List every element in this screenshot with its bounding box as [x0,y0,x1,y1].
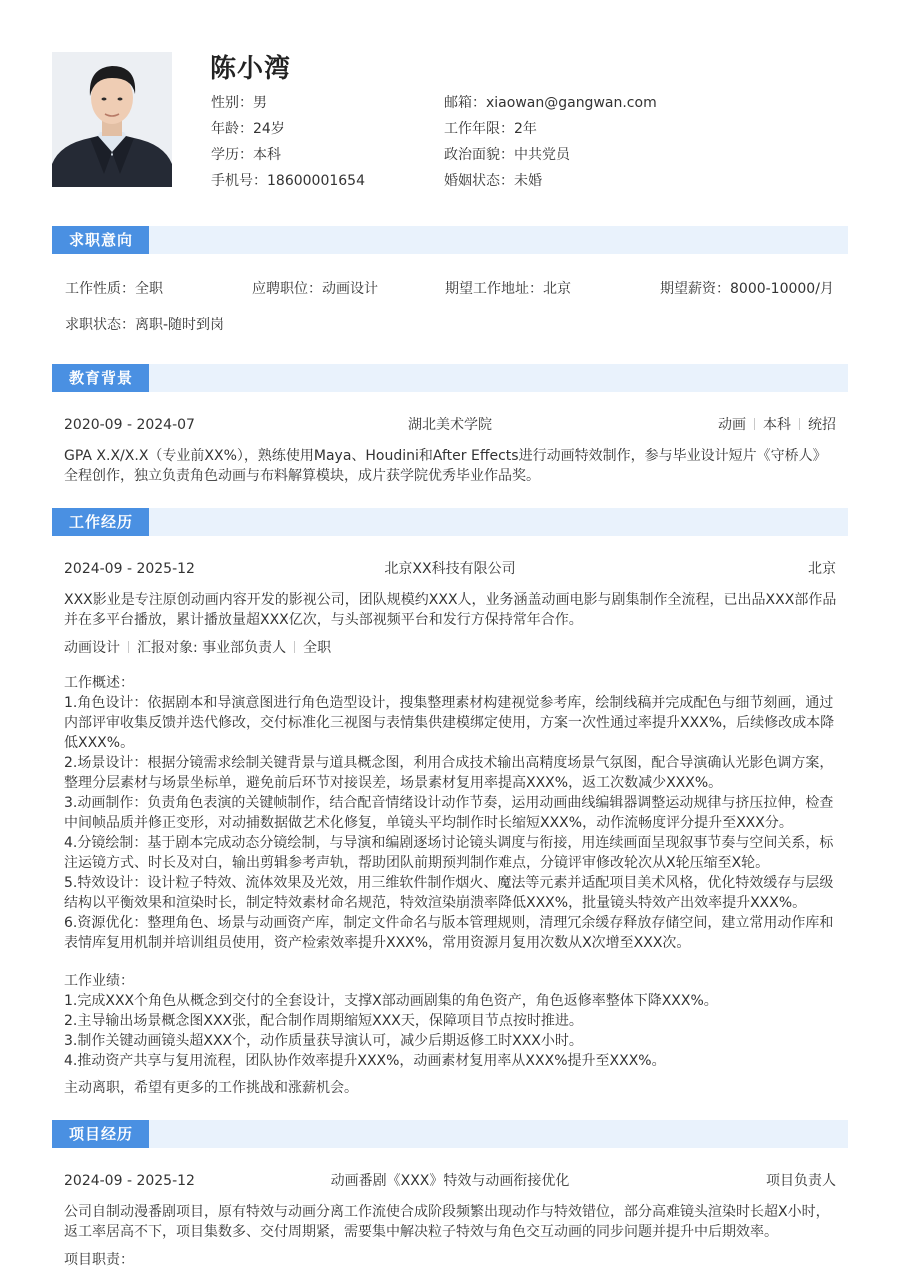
work-achievement-item: 4.推动资产共享与复用流程，团队协作效率提升XXX%，动画素材复用率从XXX%提升至XXX%。 [64,1053,666,1069]
work-date: 2024-09 - 2025-12 [64,561,195,577]
education-description: GPA X.X/X.X（专业前XX%），熟练使用Maya、Houdini和After Effects进行动画特效制作，参与毕业设计短片《守桥人》全程创作，独立负责角色动画与布料解算模块，成片获学院优秀毕业作品奖。 [64,448,827,484]
work-city: 北京 [808,561,836,577]
work-achievement-item: 3.制作关键动画镜头超XXX个，动作质量获导演认可，减少后期返修工时XXX小时。 [64,1033,583,1049]
education-date: 2020-09 - 2024-07 [64,417,195,433]
work-company-intro: XXX影业是专注原创动画内容开发的影视公司，团队规模约XXX人，业务涵盖动画电影与剧集制作全流程，已出品XXX部作品并在多平台播放，累计播放量超XXX亿次，与头部视频平台和发行方保持常年合作。 [64,592,837,628]
work-overview-title: 工作概述： [64,675,134,691]
info-phone: 手机号：18600001654 [211,173,365,189]
info-gender: 性别：男 [211,95,267,111]
section-work-experience [52,508,848,536]
candidate-name: 陈小湾 [210,54,292,84]
project-role: 项目负责人 [766,1173,836,1189]
work-achievement-item: 2.主导输出场景概念图XXX张，配合制作周期缩短XXX天，保障项目节点按时推进。 [64,1013,583,1029]
work-leave-reason: 主动离职，希望有更多的工作挑战和涨薪机会。 [64,1080,358,1096]
project-name: 动画番剧《XXX》特效与动画衔接优化 [330,1173,570,1189]
work-tags: 动画设计 汇报对象: 事业部负责人 全职 [64,640,332,656]
work-overview [64,673,839,953]
education-header [64,415,836,435]
project-duties-title: 项目职责： [64,1252,134,1268]
basic-info-right [444,94,657,198]
info-marital-status: 婚姻状态：未婚 [444,173,542,189]
work-overview-item: 4.分镜绘制：基于剧本完成动态分镜绘制，与导演和编剧逐场讨论镜头调度与衔接，用连续画面呈现叙事节奏与空间关系，标注运镜方式、时长及对白，输出剪辑参考声轨，帮助团队前期预判制作难点，分镜评审修改轮次从X轮压缩至X轮。 [64,835,834,871]
education-tags: 动画 本科 统招 [718,417,836,433]
intent-work-type: 工作性质：全职 [65,281,163,297]
info-work-years: 工作年限：2年 [444,121,537,137]
info-email: 邮箱：xiaowan@gangwan.com [444,95,657,111]
work-achievements [64,971,839,1071]
info-political-status: 政治面貌：中共党员 [444,147,570,163]
work-achievement-item: 1.完成XXX个角色从概念到交付的全套设计，支撑X部动画剧集的角色资产，角色返修率整体下降XXX%。 [64,993,718,1009]
work-overview-item: 5.特效设计：设计粒子特效、流体效果及光效，用三维软件制作烟火、魔法等元素并适配项目美术风格，优化特效缓存与层级结构以平衡效果和渲染时长，制定特效素材命名规范，特效渲染崩溃率降低XXX%，批量镜头特效产出效率提升XXX%。 [64,875,834,911]
intent-location: 期望工作地址：北京 [445,281,571,297]
intent-status: 求职状态：离职-随时到岗 [65,317,225,333]
basic-info-left [211,94,365,198]
section-title: 项目经历 [52,1120,149,1148]
project-date: 2024-09 - 2025-12 [64,1173,195,1189]
section-education [52,364,848,392]
work-overview-item: 3.动画制作：负责角色表演的关键帧制作，结合配音情绪设计动作节奏，运用动画曲线编辑器调整运动规律与挤压拉伸，检查中间帧品质并修正变形，对动捕数据做艺术化修复，单镜头平均制作时长缩短XXX%，动作流畅度评分提升至XXX分。 [64,795,834,831]
intent-salary: 期望薪资：8000-10000/月 [660,281,834,297]
info-age: 年龄：24岁 [211,121,285,137]
profile-photo [52,52,172,187]
work-overview-item: 2.场景设计：根据分镜需求绘制关键背景与道具概念图，利用合成技术输出高精度场景气氛图，配合导演确认光影色调方案，整理分层素材与场景坐标单，避免前后环节对接误差，场景素材复用率提高XXX%，返工次数减少XXX%。 [64,755,834,791]
section-project-experience [52,1120,848,1148]
section-title: 工作经历 [52,508,149,536]
work-header [64,559,836,579]
project-header [64,1171,836,1191]
section-job-intention [52,226,848,254]
intent-position: 应聘职位：动画设计 [252,281,378,297]
work-overview-item: 6.资源优化：整理角色、场景与动画资产库，制定文件命名与版本管理规则，清理冗余缓存释放存储空间，建立常用动作库和表情库复用机制并培训组员使用，资产检索效率提升XXX%，常用资源月复用次数从X次增至XXX次。 [64,915,834,951]
project-description: 公司自制动漫番剧项目，原有特效与动画分离工作流使合成阶段频繁出现动作与特效错位，部分高难镜头渲染时长超X小时，返工率居高不下，项目集数多、交付周期紧，需要集中解决粒子特效与角色交互动画的同步问题并提升中后期效率。 [64,1204,830,1240]
work-achievements-title: 工作业绩： [64,973,134,989]
education-school: 湖北美术学院 [408,417,492,433]
info-education: 学历：本科 [211,147,281,163]
work-overview-item: 1.角色设计：依据剧本和导演意图进行角色造型设计，搜集整理素材构建视觉参考库，绘制线稿并完成配色与细节刻画，通过内部评审收集反馈并迭代修改，交付标准化三视图与表情集供建模绑定使用，方案一次性通过率提升XXX%，后续修改成本降低XXX%。 [64,695,835,751]
section-title: 教育背景 [52,364,149,392]
work-company: 北京XX科技有限公司 [384,561,516,577]
section-title: 求职意向 [52,226,149,254]
